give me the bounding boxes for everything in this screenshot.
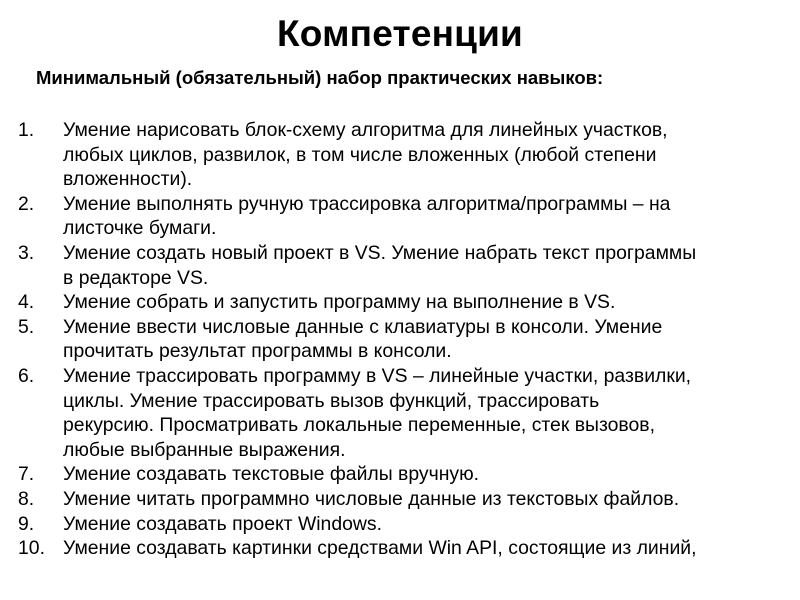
list-item-number: 1.: [18, 119, 35, 141]
list-item: [0, 364, 800, 462]
list-item: [0, 536, 800, 561]
list-item-text-line: Умение трассировать программу в VS – линейные участки, развилки,: [63, 364, 692, 387]
list-item-text-line: циклы. Умение трассировать вызов функций, трассировать: [63, 389, 600, 412]
list-item: [0, 462, 800, 487]
slide-subtitle: Минимальный (обязательный) набор практических навыков:: [36, 67, 604, 88]
list-item-text-line: Умение читать программно числовые данные из текстовых файлов.: [63, 487, 680, 510]
list-item-number: 10.: [18, 537, 45, 560]
list-item-text-line: любых циклов, развилок, в том числе вложенных (любой степени: [63, 143, 657, 166]
list-item-number: 3.: [18, 241, 35, 264]
list-item-text-line: Умение собрать и запустить программу на выполнение в VS.: [63, 291, 616, 314]
list-item-number: 8.: [18, 487, 35, 510]
list-item: [0, 118, 800, 192]
list-item-text-line: Умение создать новый проект в VS. Умение набрать текст программы: [63, 241, 697, 264]
list-item-text-line: Умение ввести числовые данные с клавиатуры в консоли. Умение: [63, 315, 663, 338]
list-item: [0, 512, 800, 537]
skills-list: [0, 118, 800, 561]
list-item-text-line: в редакторе VS.: [63, 266, 209, 289]
list-item-text-line: вложенности).: [63, 168, 193, 191]
list-item: [0, 487, 800, 512]
list-item: [0, 290, 800, 315]
list-item: [0, 315, 800, 364]
list-item-text-line: Умение создавать проект Windows.: [63, 512, 382, 535]
list-item-number: 4.: [18, 291, 35, 314]
list-item: [0, 192, 800, 241]
list-item-number: 5.: [18, 315, 35, 338]
list-item-text-line: прочитать результат программы в консоли.: [63, 340, 452, 363]
list-item: [0, 241, 800, 290]
list-item-number: 2.: [18, 192, 35, 215]
list-item-number: 7.: [18, 463, 35, 486]
slide-title: Компетенции: [277, 13, 523, 54]
list-item-text-line: Умение создавать текстовые файлы вручную.: [63, 463, 480, 486]
list-item-text-line: листочке бумаги.: [63, 217, 217, 240]
list-item-text-line: Умение создавать картинки средствами Win API, состоящие из линий,: [63, 537, 697, 560]
list-item-text-line: любые выбранные выражения.: [63, 438, 346, 461]
list-item-text-line: рекурсию. Просматривать локальные переменные, стек вызовов,: [63, 414, 655, 437]
list-item-text-line: Умение выполнять ручную трассировка алгоритма/программы – на: [63, 192, 671, 215]
list-item-number: 6.: [18, 364, 35, 387]
list-item-number: 9.: [18, 512, 35, 535]
list-item-text-line: Умение нарисовать блок-схему алгоритма для линейных участков,: [63, 119, 668, 141]
